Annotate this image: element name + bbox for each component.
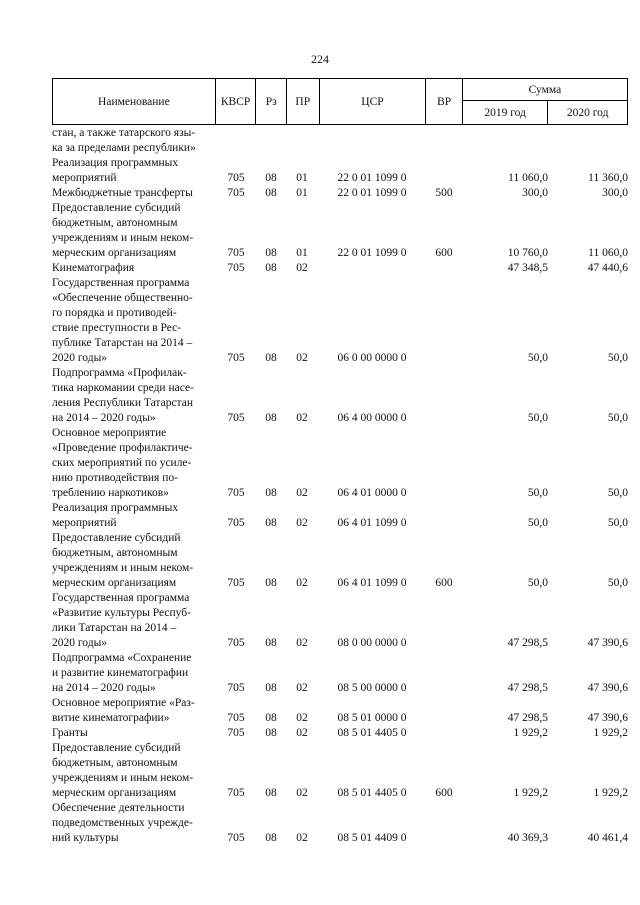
row-kvsr: 705 [227, 187, 245, 199]
header-csr: ЦСР [319, 79, 426, 125]
table-row [52, 726, 628, 741]
row-pr: 02 [296, 577, 308, 589]
table-body [52, 126, 628, 846]
row-sum-2019: 47 348,5 [507, 262, 548, 274]
row-name-line: мероприятий [52, 172, 117, 184]
row-name-line: мерческим организациям [52, 247, 177, 259]
row-vr: 600 [435, 247, 453, 259]
row-sum-2019: 10 760,0 [507, 247, 548, 259]
row-csr: 08 5 01 4405 0 [337, 727, 407, 739]
row-name-line: мерческим организациям [52, 577, 177, 589]
row-name-line: учреждениям и иным неком- [52, 232, 194, 244]
row-name-line: стан, а также татарского язы- [52, 127, 196, 139]
row-rz: 08 [265, 412, 277, 424]
row-csr: 22 0 01 1099 0 [337, 172, 407, 184]
row-name-line: и развитие кинематографии [52, 667, 189, 679]
row-kvsr: 705 [227, 262, 245, 274]
row-name-line: мероприятий [52, 517, 117, 529]
row-pr: 01 [296, 172, 308, 184]
row-name-line: публике Татарстан на 2014 – [52, 337, 193, 349]
row-pr: 01 [296, 187, 308, 199]
row-name-line: ствие преступности в Рес- [52, 322, 182, 334]
row-name-line: 2020 годы» [52, 637, 108, 649]
row-sum-2019: 1 929,2 [513, 727, 548, 739]
row-name-line: треблению наркотиков» [52, 487, 169, 499]
row-name-line: го порядка и противодей- [52, 307, 177, 319]
row-name [52, 156, 216, 186]
row-name [52, 126, 216, 156]
header-pr: ПР [286, 79, 319, 125]
row-pr: 02 [296, 517, 308, 529]
row-rz: 08 [265, 487, 277, 499]
table-row [52, 801, 628, 846]
row-rz: 08 [265, 712, 277, 724]
row-vr: 600 [435, 787, 453, 799]
row-vr: 600 [435, 577, 453, 589]
table-row [52, 591, 628, 651]
page-number: 224 [311, 52, 329, 66]
row-kvsr: 705 [227, 577, 245, 589]
row-name-line: «Обеспечение общественно- [52, 292, 193, 304]
row-rz: 08 [265, 787, 277, 799]
row-name-line: Государственная программа [52, 592, 190, 604]
table-row [52, 186, 628, 201]
row-sum-2020: 50,0 [607, 487, 628, 499]
table-row [52, 696, 628, 726]
table-row [52, 201, 628, 261]
row-sum-2019: 300,0 [522, 187, 548, 199]
header-vr: ВР [426, 79, 462, 125]
row-name-line: подведомственных учрежде- [52, 817, 193, 829]
row-pr: 02 [296, 787, 308, 799]
table-row [52, 741, 628, 801]
table-row [52, 126, 628, 156]
row-name [52, 366, 216, 426]
row-rz: 08 [265, 727, 277, 739]
row-name [52, 261, 216, 276]
row-kvsr: 705 [227, 172, 245, 184]
row-sum-2019: 50,0 [527, 577, 548, 589]
row-name-line: ления Республики Татарстан [52, 397, 193, 409]
row-name-line: учреждениям и иным неком- [52, 772, 194, 784]
row-csr: 06 0 00 0000 0 [337, 352, 407, 364]
header-year-2020: 2020 год [548, 101, 628, 125]
table-row [52, 156, 628, 186]
row-pr: 02 [296, 832, 308, 844]
table-row [52, 531, 628, 591]
row-name-line: Основное мероприятие «Раз- [52, 697, 195, 709]
row-sum-2020: 47 390,6 [587, 682, 628, 694]
row-name-line: Гранты [52, 727, 88, 739]
table-header [52, 78, 628, 125]
row-rz: 08 [265, 832, 277, 844]
table-row [52, 426, 628, 501]
row-name-line: Межбюджетные трансферты [52, 187, 193, 199]
row-sum-2020: 50,0 [607, 517, 628, 529]
row-sum-2020: 50,0 [607, 352, 628, 364]
row-csr: 08 5 01 4405 0 [337, 787, 407, 799]
header-kvsr: КВСР [215, 79, 256, 125]
row-name-line: Кинематография [52, 262, 135, 274]
row-sum-2020: 40 461,4 [587, 832, 628, 844]
row-pr: 02 [296, 637, 308, 649]
row-rz: 08 [265, 637, 277, 649]
row-kvsr: 705 [227, 712, 245, 724]
row-sum-2019: 50,0 [527, 412, 548, 424]
row-sum-2020: 47 440,6 [587, 262, 628, 274]
header-name: Наименование [53, 79, 216, 125]
header-rz: Рз [256, 79, 287, 125]
row-name-line: Государственная программа [52, 277, 190, 289]
row-name [52, 531, 216, 591]
row-name-line: ских мероприятий по усиле- [52, 457, 192, 469]
row-name-line: бюджетным, автономным [52, 547, 178, 559]
row-kvsr: 705 [227, 487, 245, 499]
row-csr: 06 4 01 0000 0 [337, 487, 407, 499]
row-pr: 02 [296, 712, 308, 724]
row-sum-2020: 1 929,2 [593, 787, 628, 799]
table-row [52, 651, 628, 696]
row-name-line: бюджетным, автономным [52, 757, 178, 769]
row-name-line: нию противодействия по- [52, 472, 178, 484]
row-rz: 08 [265, 262, 277, 274]
row-pr: 01 [296, 247, 308, 259]
header-sum: Сумма [462, 79, 627, 101]
row-name-line: ний культуры [52, 832, 119, 844]
row-sum-2019: 50,0 [527, 487, 548, 499]
row-name [52, 741, 216, 801]
row-name-line: на 2014 – 2020 годы» [52, 682, 156, 694]
row-pr: 02 [296, 352, 308, 364]
row-name [52, 501, 216, 531]
row-name [52, 801, 216, 846]
row-name [52, 726, 216, 741]
row-rz: 08 [265, 517, 277, 529]
row-kvsr: 705 [227, 412, 245, 424]
row-kvsr: 705 [227, 517, 245, 529]
row-name-line: 2020 годы» [52, 352, 108, 364]
row-sum-2020: 1 929,2 [593, 727, 628, 739]
row-kvsr: 705 [227, 682, 245, 694]
row-name-line: тика наркомании среди насе- [52, 382, 194, 394]
row-sum-2019: 47 298,5 [507, 682, 548, 694]
row-sum-2019: 50,0 [527, 517, 548, 529]
scan-edge [6, 0, 10, 905]
row-pr: 02 [296, 682, 308, 694]
row-rz: 08 [265, 187, 277, 199]
row-rz: 08 [265, 172, 277, 184]
row-sum-2020: 47 390,6 [587, 637, 628, 649]
row-name-line: бюджетным, автономным [52, 217, 178, 229]
row-name-line: Реализация программных [52, 157, 179, 169]
row-sum-2019: 50,0 [527, 352, 548, 364]
row-kvsr: 705 [227, 787, 245, 799]
row-sum-2020: 47 390,6 [587, 712, 628, 724]
row-name-line: на 2014 – 2020 годы» [52, 412, 156, 424]
row-name-line: Подпрограмма «Сохранение [52, 652, 192, 664]
row-csr: 06 4 01 1099 0 [337, 517, 407, 529]
table-row [52, 366, 628, 426]
row-name [52, 201, 216, 261]
row-name [52, 426, 216, 501]
row-kvsr: 705 [227, 247, 245, 259]
row-name [52, 276, 216, 366]
row-csr: 22 0 01 1099 0 [337, 187, 407, 199]
row-sum-2019: 11 060,0 [508, 172, 548, 184]
row-sum-2019: 47 298,5 [507, 637, 548, 649]
row-name [52, 186, 216, 201]
table-row [52, 261, 628, 276]
row-name-line: лики Татарстан на 2014 – [52, 622, 177, 634]
row-vr: 500 [435, 187, 453, 199]
row-rz: 08 [265, 352, 277, 364]
row-pr: 02 [296, 412, 308, 424]
row-pr: 02 [296, 727, 308, 739]
row-sum-2020: 50,0 [607, 412, 628, 424]
row-sum-2020: 11 060,0 [588, 247, 628, 259]
row-name-line: Обеспечение деятельности [52, 802, 185, 814]
row-name-line: Основное мероприятие [52, 427, 167, 439]
row-name-line: Реализация программных [52, 502, 179, 514]
table-row [52, 501, 628, 531]
row-sum-2020: 300,0 [602, 187, 628, 199]
header-year-2019: 2019 год [462, 101, 547, 125]
row-csr: 08 5 01 4409 0 [337, 832, 407, 844]
row-sum-2020: 50,0 [607, 577, 628, 589]
row-csr: 06 4 01 1099 0 [337, 577, 407, 589]
row-csr: 22 0 01 1099 0 [337, 247, 407, 259]
row-kvsr: 705 [227, 832, 245, 844]
row-sum-2020: 11 360,0 [588, 172, 628, 184]
row-pr: 02 [296, 487, 308, 499]
row-name-line: мерческим организациям [52, 787, 177, 799]
table-row [52, 276, 628, 366]
row-name-line: Подпрограмма «Профилак- [52, 367, 187, 379]
row-csr: 06 4 00 0000 0 [337, 412, 407, 424]
row-kvsr: 705 [227, 352, 245, 364]
row-name [52, 696, 216, 726]
row-csr: 08 0 00 0000 0 [337, 637, 407, 649]
row-name-line: ка за пределами республики» [52, 142, 196, 154]
row-rz: 08 [265, 577, 277, 589]
row-sum-2019: 1 929,2 [513, 787, 548, 799]
row-name-line: «Проведение профилактиче- [52, 442, 193, 454]
row-name-line: Предоставление субсидий [52, 742, 181, 754]
row-name [52, 651, 216, 696]
row-name-line: «Развитие культуры Респуб- [52, 607, 191, 619]
row-rz: 08 [265, 247, 277, 259]
row-rz: 08 [265, 682, 277, 694]
row-csr: 08 5 01 0000 0 [337, 712, 407, 724]
row-name-line: Предоставление субсидий [52, 202, 181, 214]
row-pr: 02 [296, 262, 308, 274]
row-name-line: витие кинематографии» [52, 712, 170, 724]
row-kvsr: 705 [227, 727, 245, 739]
row-sum-2019: 40 369,3 [507, 832, 548, 844]
row-name-line: Предоставление субсидий [52, 532, 181, 544]
row-csr: 08 5 00 0000 0 [337, 682, 407, 694]
row-kvsr: 705 [227, 637, 245, 649]
row-sum-2019: 47 298,5 [507, 712, 548, 724]
row-name [52, 591, 216, 651]
row-name-line: учреждениям и иным неком- [52, 562, 194, 574]
